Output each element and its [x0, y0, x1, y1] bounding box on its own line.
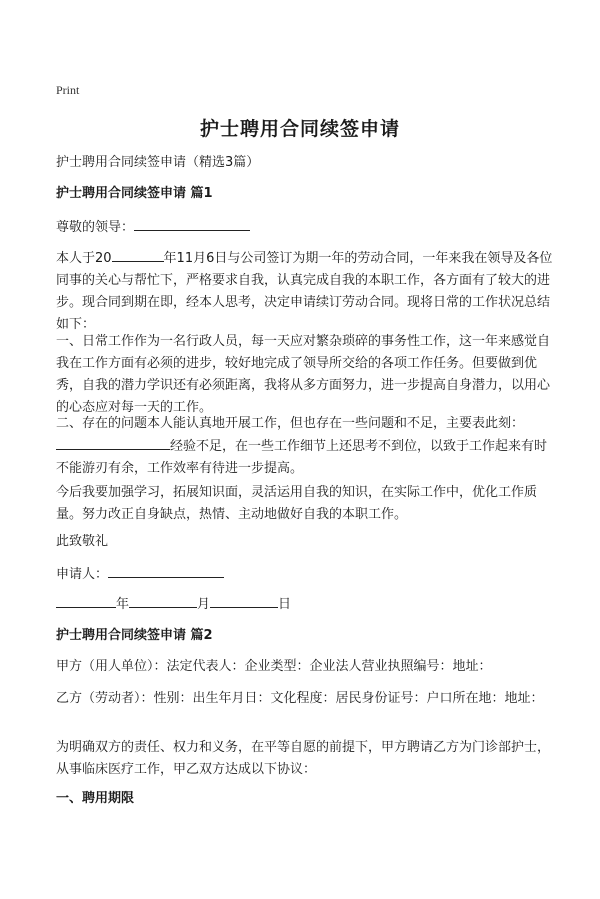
date-day-blank	[210, 593, 278, 608]
paragraph-4: 今后我要加强学习，拓展知识面，灵活运用自我的知识，在实际工作中，优化工作质量。努力改正自身缺点，热情、主动地做好自我的本职工作。	[56, 485, 538, 522]
party-a-line: 甲方（用人单位）：法定代表人：企业类型：企业法人营业执照编号：地址：	[56, 659, 492, 674]
salutation-blank	[134, 216, 250, 231]
p3-rest: 经验不足，在一些工作细节上还思考不到位，以致于工作起来有时不能游刃有余，工作效率有待进一步提高。	[56, 439, 548, 476]
salutation-line	[56, 216, 556, 239]
paragraph-2: 一、日常工作作为一名行政人员，每一天应对繁杂琐碎的事务性工作，这一年来感觉自我在工作方面有必须的进步，较好地完成了领导所交给的各项工作任务。但要做到优秀，自我的潜力学识还有必须距离，我将从多方面努力，进一步提高自身潜力，以用心的心态应对每一天的工作。	[56, 334, 551, 415]
p1-rest: 年11月6日与公司签订为期一年的劳动合同，一年来我在领导及各位同事的关心与帮忙下，严格要求自我，认真完成自我的本职工作，各方面有了较大的进步。现合同到期在即，经本人思考，决定申请续订劳动合同。现将日常的工作状况总结如下：	[56, 251, 553, 332]
date-day-label: 日	[278, 597, 292, 612]
agreement-intro: 为明确双方的责任、权力和义务，在平等自愿的前提下，甲方聘请乙方为门诊部护士，从事临床医疗工作，甲乙双方达成以下协议：	[56, 740, 551, 777]
p1-start: 本人于20	[56, 251, 112, 266]
date-line	[56, 593, 556, 616]
salutation-text: 尊敬的领导：	[56, 220, 135, 235]
closing-text: 此致敬礼	[56, 534, 109, 549]
applicant-label: 申请人：	[56, 567, 109, 582]
document-title: 护士聘用合同续签申请	[199, 118, 400, 140]
document-subtitle: 护士聘用合同续签申请（精选3篇）	[56, 155, 260, 170]
problem-blank	[56, 435, 170, 450]
section2-heading: 护士聘用合同续签申请 篇2	[56, 628, 213, 643]
applicant-blank	[108, 563, 224, 578]
year-blank	[112, 247, 164, 262]
paragraph-3	[56, 413, 556, 480]
party-b-line: 乙方（劳动者）：性别：出生年月日：文化程度：居民身份证号：户口所在地：地址：	[56, 691, 544, 706]
date-month-label: 月	[197, 597, 211, 612]
date-year-label: 年	[116, 597, 130, 612]
date-month-blank	[129, 593, 197, 608]
paragraph-1	[56, 247, 556, 336]
p3-start: 二、存在的问题本人能认真地开展工作，但也存在一些问题和不足，主要表此刻：	[56, 416, 525, 431]
print-label[interactable]: Print	[56, 83, 80, 97]
term-heading: 一、聘用期限	[56, 791, 135, 806]
date-year-blank	[56, 593, 116, 608]
section1-heading: 护士聘用合同续签申请 篇1	[56, 186, 213, 201]
applicant-line	[56, 563, 556, 586]
